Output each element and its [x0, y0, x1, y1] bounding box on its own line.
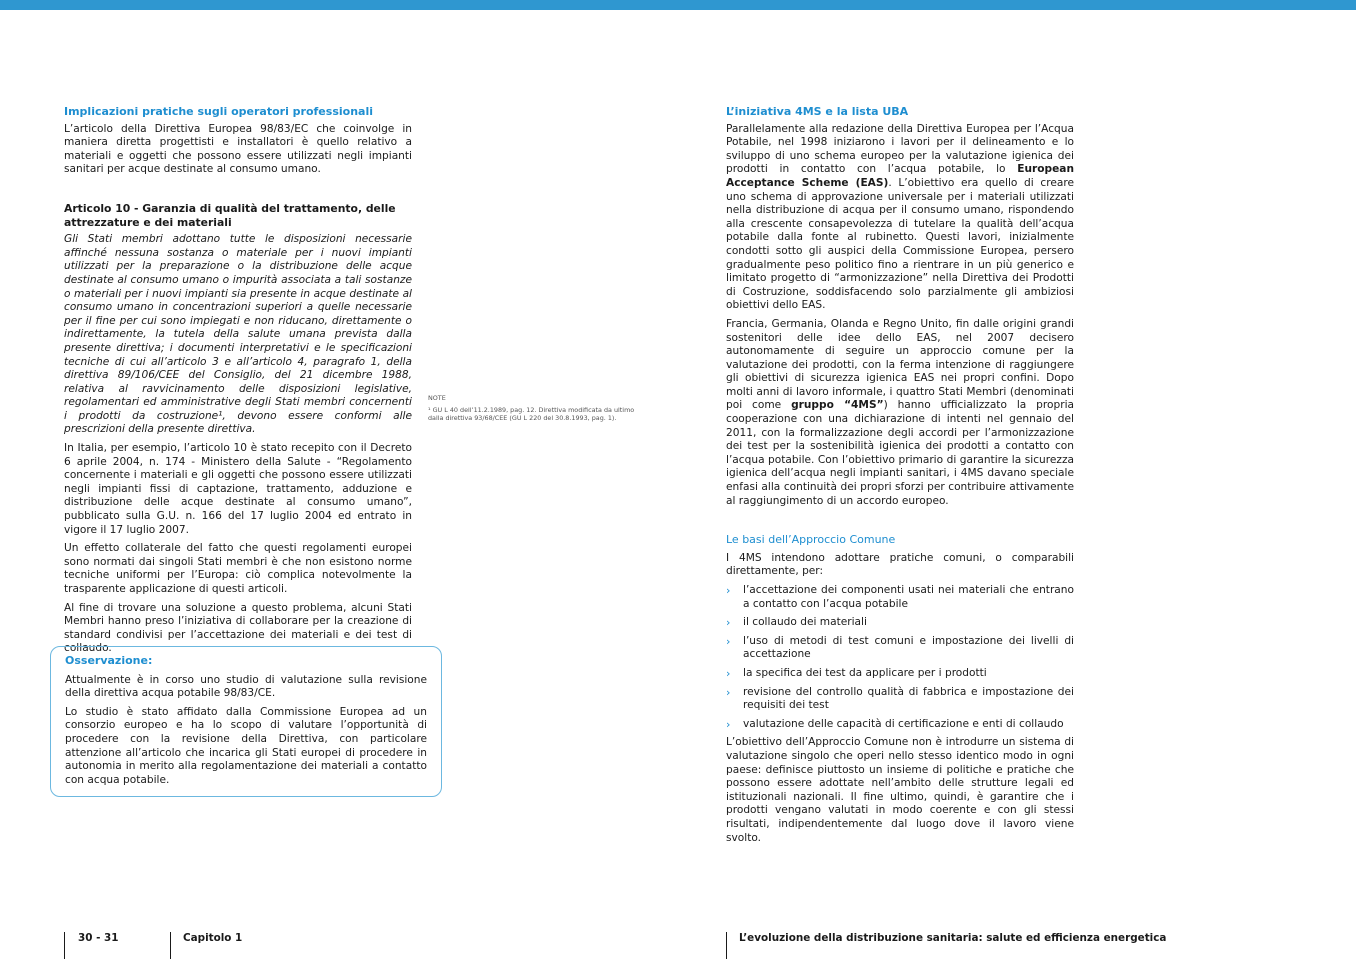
list-item: [726, 718, 1074, 732]
chevron-right-icon: ›: [726, 616, 731, 630]
paragraph: In Italia, per esempio, l’articolo 10 è stato recepito con il Decreto 6 aprile 2004, n. 174 - Ministero della Salute - “Regolamento concernente i materiali e gli oggetti che possono essere utilizzati negli impianti fissi di captazione, trattamento, adduzione e distribuzione delle acque destinate al consumo umano”, pubblicato sulla G.U. n. 166 del 17 luglio 2004 ed entrato in vigore il 17 luglio 2007.: [64, 442, 412, 536]
text-run: Parallelamente alla redazione della Direttiva Europea per l’Acqua Potabile, nel 1998 iniziarono i lavori per il delineamento e lo sviluppo di uno schema europeo per la valutazione igienica dei prodotti in contatto con l’acqua potabile, lo: [726, 122, 1074, 176]
chevron-right-icon: ›: [726, 685, 731, 699]
footer-divider: [726, 932, 727, 959]
section-heading-4ms: L’iniziativa 4MS e la lista UBA: [726, 105, 909, 118]
spacer: [726, 513, 1074, 533]
paragraph: Al fine di trovare una soluzione a questo problema, alcuni Stati Membri hanno preso l’iniziativa di collaborare per la creazione di standard condivisi per l’accettazione dei materiali e dei test di collaudo.: [64, 601, 412, 655]
chevron-right-icon: ›: [726, 584, 731, 597]
paragraph: Un effetto collaterale del fatto che questi regolamenti europei sono normati dai singoli Stati membri è che non esistono norme tecniche uniformi per l’Europa: ciò complica notevolmente la trasparente applicazione di questi articoli.: [64, 542, 412, 595]
chevron-right-icon: ›: [726, 717, 731, 731]
paragraph: [726, 123, 1074, 313]
footnote-label: NOTE: [428, 394, 446, 402]
text-run: Francia, Germania, Olanda e Regno Unito, fin dalle origini grandi sostenitori delle idee dello EAS, nel 2007 decisero autonomamente di seguire un approccio comune per la valutazione dei prodotti, con la ferma intenzione di raggiungere gli obiettivi di sicurezza igienica EAS nei propri confini. Dopo molti anni di lavoro informale, i quattro Stati Membri (denominati poi come: [726, 317, 1074, 412]
bullet-list: [726, 584, 1074, 731]
bold-term: gruppo “4MS”: [791, 399, 884, 412]
text-run: ) hanno ufficializzato la propria cooperazione con una dichiarazione di intenti nel gennaio del 2011, con la formalizzazione degli accordi per l’armonizzazione dei test per la sostenibilità igienica dei prodotti a contatto con l’acqua potabile. Con l’obiettivo primario di garantire la sicurezza igienica dell’acqua negli impianti sanitari, i 4MS davano speciale enfasi alla continuità dei propri sforzi per contribuire attivamente al raggiungimento di un accordo europeo.: [726, 399, 1074, 507]
list-item: [726, 584, 1074, 611]
list-item: [726, 667, 1074, 681]
observation-title: Osservazione:: [65, 654, 153, 667]
page-numbers: 30 - 31: [78, 932, 119, 944]
list-item: [726, 635, 1074, 662]
footer-divider: [64, 932, 65, 959]
left-column: [64, 105, 412, 661]
observation-paragraph: Attualmente è in corso uno studio di valutazione sulla revisione della direttiva acqua potabile 98/83/CE.: [65, 673, 427, 700]
list-item-text: l’uso di metodi di test comuni e impostazione dei livelli di accettazione: [743, 634, 1074, 661]
chevron-right-icon: ›: [726, 666, 731, 680]
observation-paragraph: Lo studio è stato affidato dalla Commissione Europea ad un consorzio europeo e ha lo scopo di valutare l’opportunità di procedere con la revisione della Direttiva, con particolare attenzione all’articolo che incarica gli Stati europei di procedere in autonomia in merito alla regolamentazione dei materiali a contatto con acqua potabile.: [65, 705, 427, 786]
chapter-label: Capitolo 1: [183, 932, 243, 944]
paragraph: L’obiettivo dell’Approccio Comune non è introdurre un sistema di valutazione singolo che operi nello stesso identico modo in ogni paese: definisce piuttosto un insieme di politiche e pratiche che possono essere adottate nell’ambito delle strutture legali ed istituzionali nazionali. Il fine ultimo, quindi, è garantire che i prodotti vengano valutati in modo coerente e con gli stessi risultati, indipendentemente dal luogo dove il lavoro viene svolto.: [726, 736, 1074, 844]
section-heading-approccio: Le basi dell’Approccio Comune: [726, 533, 896, 547]
section-heading-implicazioni: Implicazioni pratiche sugli operatori professionali: [64, 105, 373, 118]
spacer: [64, 182, 412, 202]
list-item-text: valutazione delle capacità di certificazione e enti di collaudo: [743, 717, 1064, 730]
list-item-text: la specifica dei test da applicare per i prodotti: [743, 666, 987, 679]
footnote-text: ¹ GU L 40 dell’11.2.1989, pag. 12. Direttiva modificata da ultimo dalla direttiva 93/68/CEE (GU L 220 del 30.8.1993, pag. 1).: [428, 406, 635, 423]
paragraph: I 4MS intendono adottare pratiche comuni, o comparabili direttamente, per:: [726, 551, 1074, 578]
list-item: [726, 686, 1074, 713]
bold-term: European Acceptance Scheme (EAS): [726, 163, 1074, 189]
chevron-right-icon: ›: [726, 634, 731, 648]
text-run: . L’obiettivo era quello di creare uno schema di approvazione universale per i materiali utilizzati nella distribuzione di acqua per il consumo umano, rispondendo alla crescente consapevolezza di tutelare la qualità dell’acqua potabile dalla fonte al rubinetto. Questi lavori, inizialmente condotti sotto gli auspici della Commissione Europea, persero gradualmente peso politico fino a rientrare in un più generico e limitato progetto di “armonizzazione” nella Direttiva dei Prodotti di Costruzione, soddisfacendo solo parzialmente gli ambiziosi obiettivi dello EAS.: [726, 176, 1074, 312]
footnote: [428, 394, 638, 423]
right-column: [726, 105, 1074, 850]
top-accent-bar: [0, 0, 1356, 10]
list-item-text: il collaudo dei materiali: [743, 616, 867, 629]
book-title: L’evoluzione della distribuzione sanitaria: salute ed efficienza energetica: [739, 932, 1167, 944]
paragraph: L’articolo della Direttiva Europea 98/83/EC che coinvolge in maniera diretta progettisti e installatori è quello relativo a materiali e oggetti che possono essere utilizzati negli impianti sanitari per acque destinate al consumo umano.: [64, 122, 412, 176]
list-item: [726, 616, 1074, 630]
article-quote: Gli Stati membri adottano tutte le disposizioni necessarie affinché nessuna sostanza o materiale per i nuovi impianti utilizzati per la preparazione o la distribuzione delle acque destinate al consumo umano o impurità associata a tali sostanze o materiali per i nuovi impianti sia presente in acque destinate al consumo umano in concentrazioni superiori a quelle necessarie per il fine per cui sono impiegati e non riducano, direttamente o indirettamente, la tutela della salute umana prevista dalla presente direttiva; i documenti interpretativi e le specificazioni tecniche di cui all’articolo 3 e all’articolo 4, paragrafo 1, della direttiva 89/106/CEE del Consiglio, del 21 dicembre 1988, relativa al ravvicinamento delle disposizioni legislative, regolamentari ed amministrative degli Stati membri concernenti i prodotti da costruzione¹, devono essere conformi alle prescrizioni della presente direttiva.: [64, 233, 412, 436]
article-heading: Articolo 10 - Garanzia di qualità del trattamento, delle attrezzature e dei materiali: [64, 201, 396, 229]
observation-box: [50, 646, 442, 797]
list-item-text: revisione del controllo qualità di fabbrica e impostazione dei requisiti dei test: [743, 685, 1074, 712]
list-item-text: l’accettazione dei componenti usati nei materiali che entrano a contatto con l’acqua potabile: [743, 584, 1074, 610]
footer-divider: [170, 932, 171, 959]
paragraph: [726, 318, 1074, 508]
